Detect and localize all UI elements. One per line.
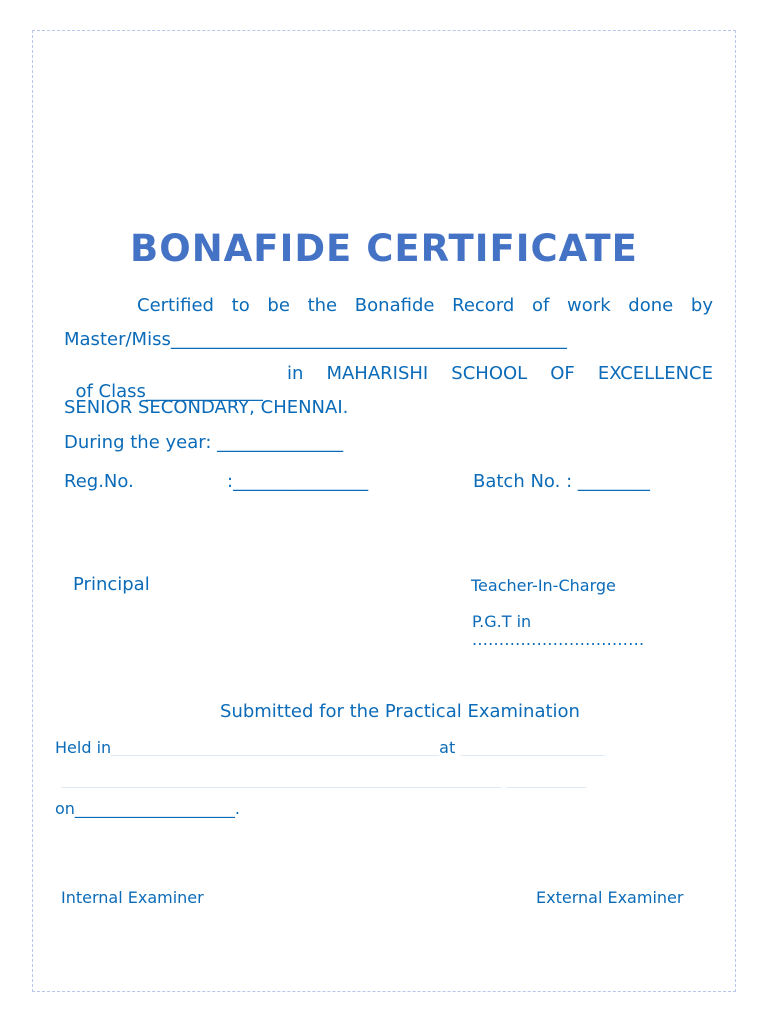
external-examiner-label: External Examiner: [536, 888, 684, 907]
class-line: [64, 365, 263, 401]
year-line: During the year: ______________: [64, 432, 344, 453]
school-name-line: in MAHARISHI SCHOOL OF EXCELLENCE: [287, 363, 713, 384]
batch-no-line: Batch No. : ________: [473, 471, 650, 492]
certificate-line-1: Certified to be the Bonafide Record of work done by: [137, 295, 713, 316]
reg-no-label: Reg.No.: [64, 471, 134, 492]
principal-signature-label: Principal: [73, 574, 150, 595]
reg-no-blank: :_______________: [227, 471, 369, 492]
class-label: of Class: [75, 381, 146, 402]
certificate-title: BONAFIDE CERTIFICATE: [130, 227, 638, 270]
pgt-dots: ................................: [472, 630, 645, 649]
school-location-line: SENIOR SECONDARY, CHENNAI.: [64, 397, 349, 418]
blank-line: _______________________________________________________ __________: [61, 772, 587, 788]
internal-examiner-label: Internal Examiner: [61, 888, 204, 907]
teacher-in-charge-label: Teacher-In-Charge: [471, 576, 616, 595]
submission-heading: Submitted for the Practical Examination: [220, 701, 580, 722]
class-blank: _____________: [145, 381, 263, 402]
master-miss-line: Master/Miss____________________________________________: [64, 331, 567, 349]
on-date-line: on____________________.: [55, 799, 241, 818]
held-in-line: Held in_________________________________________at __________________: [55, 740, 605, 756]
page-border: [32, 30, 736, 992]
pgt-label: P.G.T in: [472, 612, 532, 631]
